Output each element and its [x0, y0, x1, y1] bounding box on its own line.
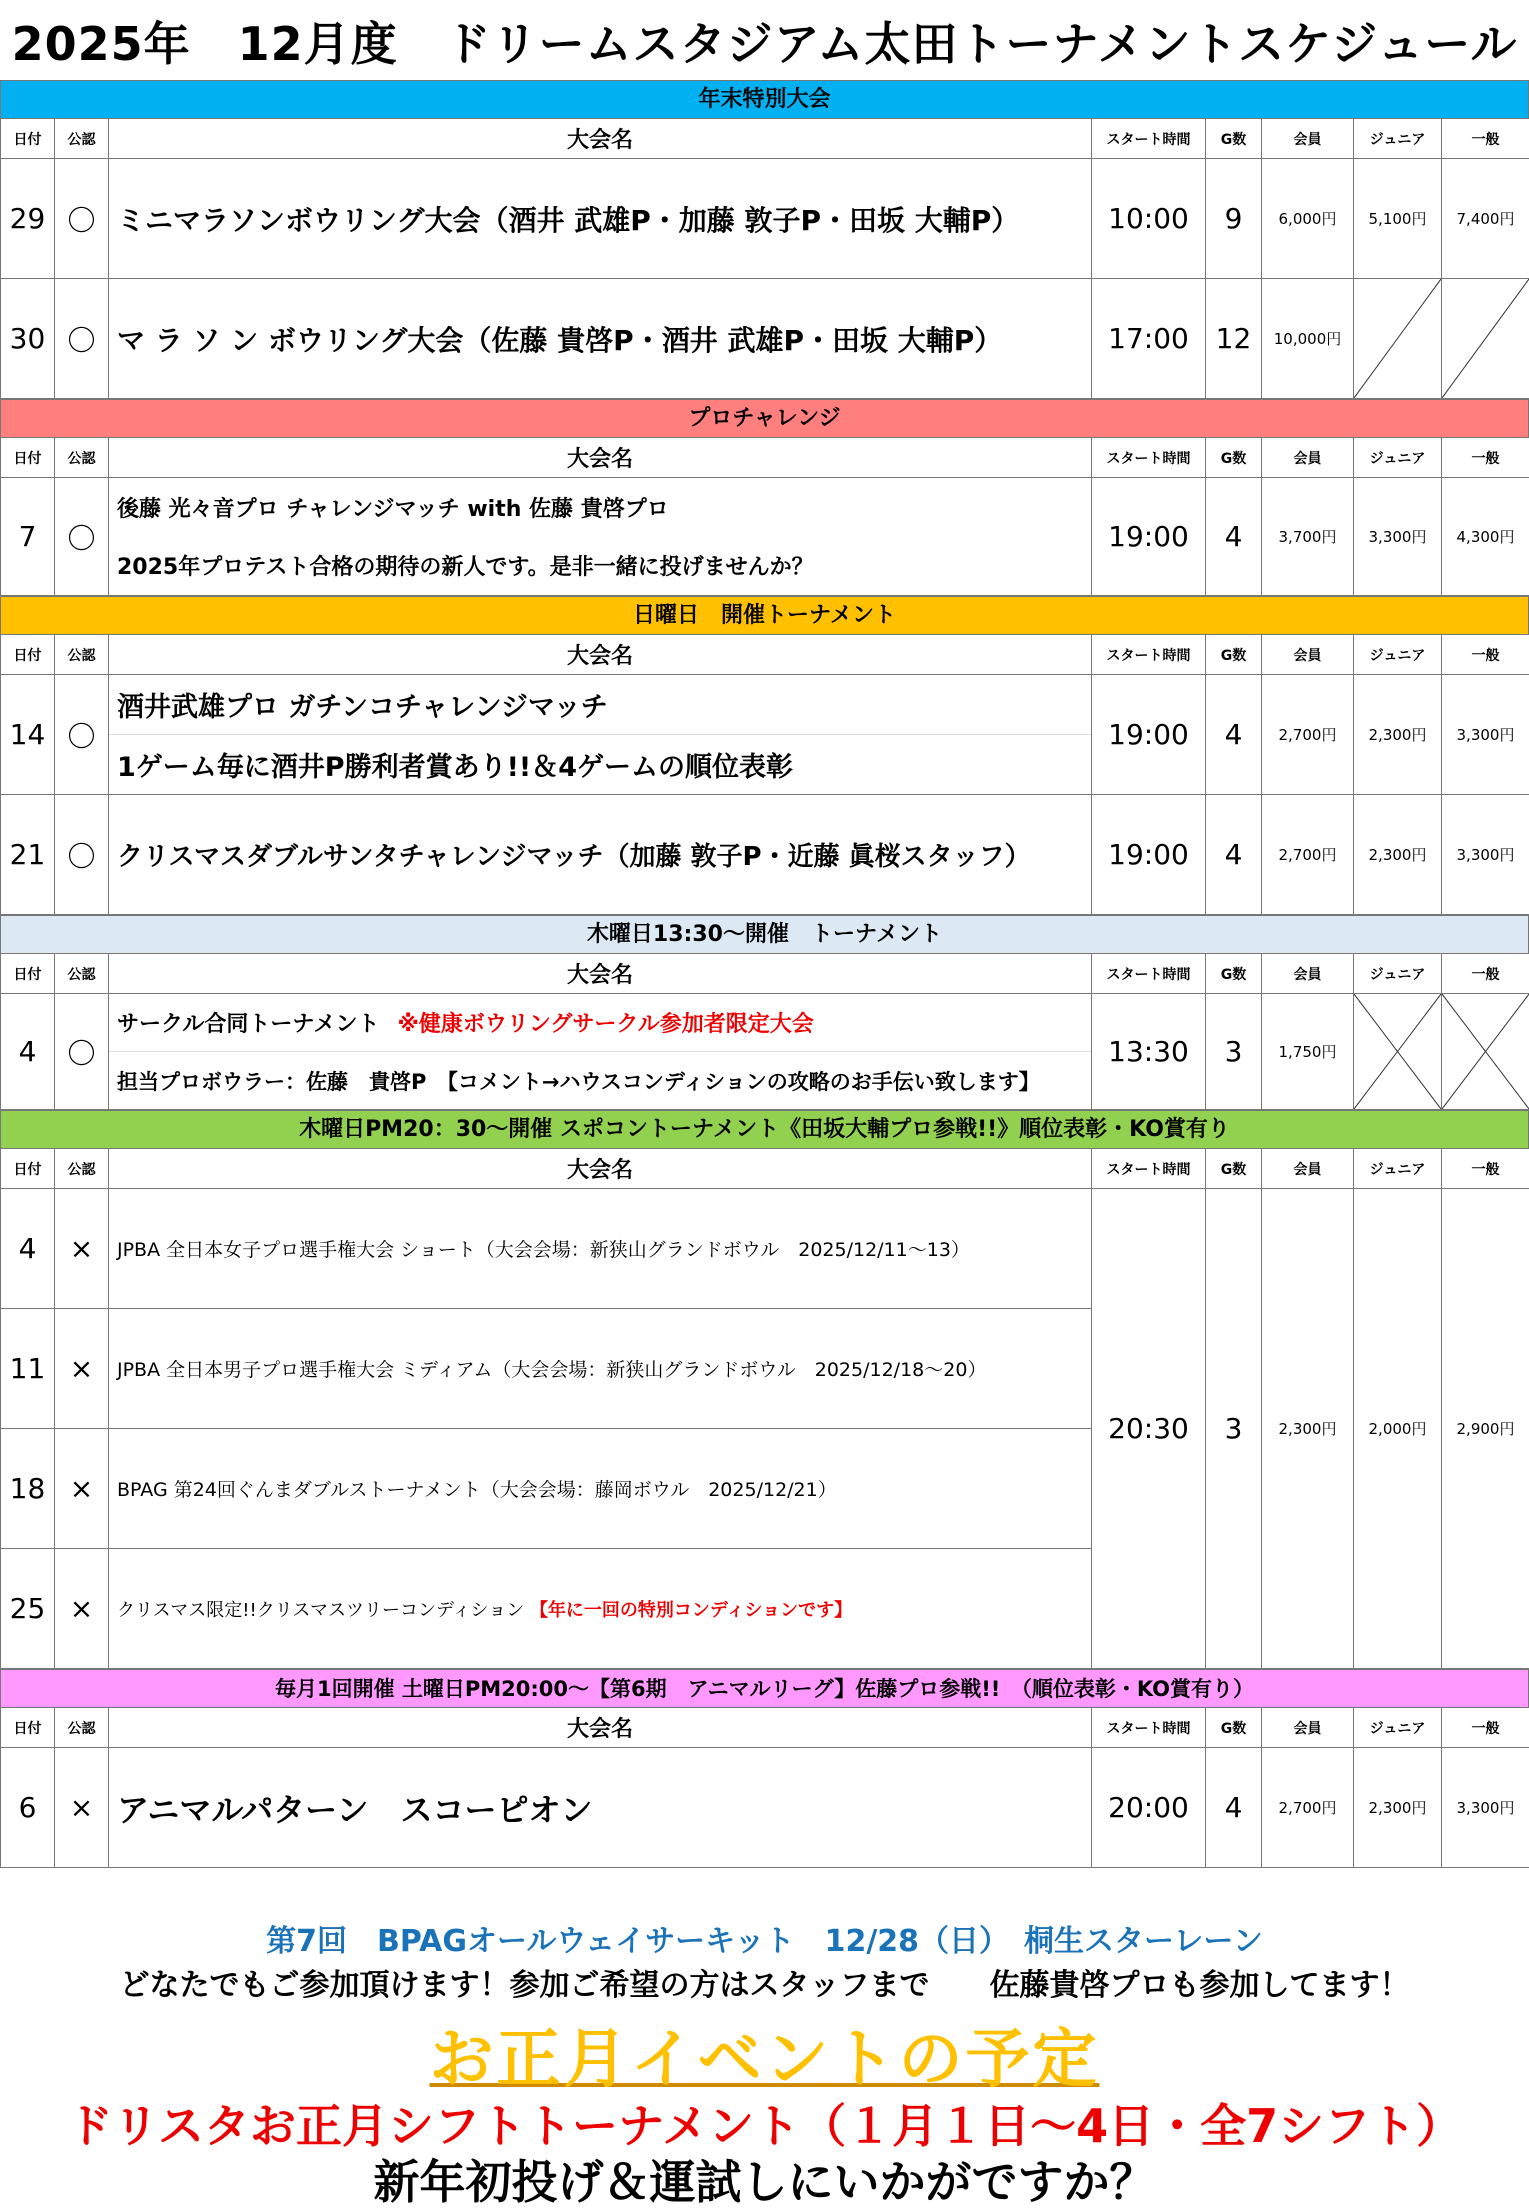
row-start: 20:00	[1092, 1748, 1206, 1868]
row-games: 3	[1206, 1189, 1262, 1669]
header-name: 大会名	[109, 438, 1092, 478]
table-row	[1, 1748, 1529, 1868]
header-start: スタート時間	[1092, 119, 1206, 159]
header-general: 一般	[1442, 1149, 1529, 1189]
row-start: 19:00	[1092, 675, 1206, 795]
row-start: 17:00	[1092, 279, 1206, 399]
header-name: 大会名	[109, 954, 1092, 994]
header-games: G数	[1206, 954, 1262, 994]
header-member: 会員	[1262, 438, 1354, 478]
row-ko: ×	[55, 1549, 109, 1669]
row-member: 2,300円	[1262, 1189, 1354, 1669]
header-junior: ジュニア	[1354, 438, 1442, 478]
section-band-monthly: 毎月1回開催 土曜日PM20:00～【第6期 アニマルリーグ】佐藤プロ参戦!! （順位表彰・KO賞有り）	[0, 1669, 1529, 1707]
header-ko: 公認	[55, 1708, 109, 1748]
page-title: 2025年 12月度 ドリームスタジアム太田トーナメントスケジュール	[0, 8, 1529, 80]
row-name-line1	[109, 994, 1091, 1051]
row-ko: 〇	[55, 675, 109, 795]
row-junior: 2,300円	[1354, 795, 1442, 915]
row-start: 19:00	[1092, 478, 1206, 596]
row-junior: 2,000円	[1354, 1189, 1442, 1669]
row-general: 3,300円	[1442, 675, 1529, 795]
row-games: 12	[1206, 279, 1262, 399]
row-member: 2,700円	[1262, 795, 1354, 915]
row-ko: 〇	[55, 795, 109, 915]
row-date: 6	[1, 1748, 55, 1868]
header-date: 日付	[1, 119, 55, 159]
row-member: 1,750円	[1262, 994, 1354, 1110]
header-general: 一般	[1442, 1708, 1529, 1748]
row-general: 7,400円	[1442, 159, 1529, 279]
row-games: 4	[1206, 1748, 1262, 1868]
row-name-text: クリスマス限定!!クリスマスツリーコンディション	[117, 1600, 524, 1621]
row-date: 30	[1, 279, 55, 399]
section-band-sunday: 日曜日 開催トーナメント	[0, 596, 1529, 634]
row-date: 14	[1, 675, 55, 795]
header-ko: 公認	[55, 438, 109, 478]
table-row	[1, 159, 1529, 279]
row-name: マ ラ ソ ン ボウリング大会（佐藤 貴啓P・酒井 武雄P・田坂 大輔P）	[109, 279, 1092, 399]
row-ko: 〇	[55, 279, 109, 399]
table-year-end	[0, 118, 1529, 399]
row-date: 7	[1, 478, 55, 596]
table-row	[1, 1189, 1529, 1309]
row-start: 19:00	[1092, 795, 1206, 915]
header-member: 会員	[1262, 954, 1354, 994]
row-games: 4	[1206, 795, 1262, 915]
schedule-sheet	[0, 80, 1529, 1868]
header-row	[1, 1708, 1529, 1748]
header-ko: 公認	[55, 635, 109, 675]
row-name-line2: 2025年プロテスト合格の期待の新人です。是非一緒に投げませんか？	[109, 537, 1091, 596]
row-date: 4	[1, 994, 55, 1110]
row-name	[109, 994, 1092, 1110]
footer-invite: どなたでもご参加頂けます！参加ご希望の方はスタッフまで 佐藤貴啓プロも参加してます！	[0, 1960, 1529, 2004]
table-thursday	[0, 953, 1529, 1110]
table-row	[1, 478, 1529, 596]
header-start: スタート時間	[1092, 1149, 1206, 1189]
row-ko: 〇	[55, 994, 109, 1110]
row-name: アニマルパターン スコーピオン	[109, 1748, 1092, 1868]
row-name: ミニマラソンボウリング大会（酒井 武雄P・加藤 敦子P・田坂 大輔P）	[109, 159, 1092, 279]
row-ko: 〇	[55, 478, 109, 596]
row-member: 10,000円	[1262, 279, 1354, 399]
row-name	[109, 478, 1092, 596]
header-name: 大会名	[109, 635, 1092, 675]
header-junior: ジュニア	[1354, 119, 1442, 159]
row-name: クリスマスダブルサンタチャレンジマッチ（加藤 敦子P・近藤 眞桜スタッフ）	[109, 795, 1092, 915]
row-name-line1-text: サークル合同トーナメント	[117, 1007, 379, 1038]
section-band-thursday-pm: 木曜日PM20：30～開催 スポコントーナメント《田坂大輔プロ参戦!!》順位表彰・KO賞有り	[0, 1110, 1529, 1148]
row-ko: ×	[55, 1189, 109, 1309]
header-date: 日付	[1, 635, 55, 675]
header-name: 大会名	[109, 1708, 1092, 1748]
row-start: 10:00	[1092, 159, 1206, 279]
empty-cell-slash	[1354, 279, 1442, 399]
table-row	[1, 675, 1529, 795]
row-start: 20:30	[1092, 1189, 1206, 1669]
row-name: JPBA 全日本女子プロ選手権大会 ショート（大会会場：新狭山グランドボウル 2025/12/11～13）	[109, 1189, 1092, 1309]
row-general: 3,300円	[1442, 795, 1529, 915]
row-member: 6,000円	[1262, 159, 1354, 279]
header-junior: ジュニア	[1354, 1149, 1442, 1189]
row-junior: 3,300円	[1354, 478, 1442, 596]
header-ko: 公認	[55, 1149, 109, 1189]
table-sunday	[0, 634, 1529, 915]
row-date: 25	[1, 1549, 55, 1669]
row-games: 9	[1206, 159, 1262, 279]
row-name-line1: 後藤 光々音プロ チャレンジマッチ with 佐藤 貴啓プロ	[109, 478, 1091, 537]
row-games: 4	[1206, 675, 1262, 795]
row-member: 2,700円	[1262, 675, 1354, 795]
row-junior: 2,300円	[1354, 675, 1442, 795]
header-ko: 公認	[55, 954, 109, 994]
header-games: G数	[1206, 1708, 1262, 1748]
header-junior: ジュニア	[1354, 954, 1442, 994]
row-junior: 5,100円	[1354, 159, 1442, 279]
header-junior: ジュニア	[1354, 1708, 1442, 1748]
section-band-thursday: 木曜日13:30～開催 トーナメント	[0, 915, 1529, 953]
row-date: 29	[1, 159, 55, 279]
header-date: 日付	[1, 1708, 55, 1748]
header-row	[1, 119, 1529, 159]
row-ko: ×	[55, 1309, 109, 1429]
header-start: スタート時間	[1092, 635, 1206, 675]
row-start: 13:30	[1092, 994, 1206, 1110]
empty-cell-cross	[1442, 994, 1529, 1110]
header-row	[1, 954, 1529, 994]
section-band-pro: プロチャレンジ	[0, 399, 1529, 437]
row-name	[109, 675, 1092, 795]
table-row	[1, 279, 1529, 399]
row-name-line1: 酒井武雄プロ ガチンコチャレンジマッチ	[109, 675, 1091, 734]
header-row	[1, 635, 1529, 675]
row-ko: ×	[55, 1429, 109, 1549]
row-name-line1-note: ※健康ボウリングサークル参加者限定大会	[397, 1007, 813, 1038]
footer-tagline: 新年初投げ＆運試しにいかがですか？	[0, 2146, 1529, 2212]
row-ko: ×	[55, 1748, 109, 1868]
footer-circuit-info: 第7回 BPAGオールウェイサーキット 12/28（日） 桐生スターレーン	[0, 1916, 1529, 1960]
footer-shift-tournament: ドリスタお正月シフトトーナメント（１月１日～4日・全7シフト）	[0, 2090, 1529, 2156]
header-games: G数	[1206, 119, 1262, 159]
row-name-line2: 担当プロボウラー：佐藤 貴啓P 【コメント→ハウスコンディションの攻略のお手伝い致します】	[109, 1051, 1091, 1109]
header-start: スタート時間	[1092, 438, 1206, 478]
header-general: 一般	[1442, 635, 1529, 675]
table-row	[1, 994, 1529, 1110]
table-monthly	[0, 1707, 1529, 1868]
header-date: 日付	[1, 438, 55, 478]
row-date: 21	[1, 795, 55, 915]
row-name	[109, 1549, 1092, 1669]
header-junior: ジュニア	[1354, 635, 1442, 675]
empty-cell-slash	[1442, 279, 1529, 399]
row-general: 2,900円	[1442, 1189, 1529, 1669]
row-name-note: 【年に一回の特別コンディションです】	[530, 1600, 852, 1621]
header-member: 会員	[1262, 1708, 1354, 1748]
header-games: G数	[1206, 438, 1262, 478]
header-games: G数	[1206, 635, 1262, 675]
section-band-year-end: 年末特別大会	[0, 80, 1529, 118]
row-member: 2,700円	[1262, 1748, 1354, 1868]
row-general: 3,300円	[1442, 1748, 1529, 1868]
header-start: スタート時間	[1092, 1708, 1206, 1748]
header-name: 大会名	[109, 1149, 1092, 1189]
header-general: 一般	[1442, 119, 1529, 159]
footer-newyear-heading: お正月イベントの予定	[0, 2008, 1529, 2100]
row-general: 4,300円	[1442, 478, 1529, 596]
row-name-line2: 1ゲーム毎に酒井P勝利者賞あり!!＆4ゲームの順位表彰	[109, 734, 1091, 794]
header-games: G数	[1206, 1149, 1262, 1189]
empty-cell-cross	[1354, 994, 1442, 1110]
row-member: 3,700円	[1262, 478, 1354, 596]
header-date: 日付	[1, 954, 55, 994]
header-ko: 公認	[55, 119, 109, 159]
row-name: BPAG 第24回ぐんまダブルストーナメント（大会会場：藤岡ボウル 2025/12/21）	[109, 1429, 1092, 1549]
header-date: 日付	[1, 1149, 55, 1189]
table-pro	[0, 437, 1529, 596]
table-row	[1, 795, 1529, 915]
row-ko: 〇	[55, 159, 109, 279]
row-junior: 2,300円	[1354, 1748, 1442, 1868]
row-date: 18	[1, 1429, 55, 1549]
header-start: スタート時間	[1092, 954, 1206, 994]
row-date: 11	[1, 1309, 55, 1429]
row-games: 4	[1206, 478, 1262, 596]
row-games: 3	[1206, 994, 1262, 1110]
header-row	[1, 438, 1529, 478]
header-general: 一般	[1442, 438, 1529, 478]
header-name: 大会名	[109, 119, 1092, 159]
header-member: 会員	[1262, 1149, 1354, 1189]
row-name: JPBA 全日本男子プロ選手権大会 ミディアム（大会会場：新狭山グランドボウル 2025/12/18～20）	[109, 1309, 1092, 1429]
header-member: 会員	[1262, 119, 1354, 159]
header-row	[1, 1149, 1529, 1189]
header-member: 会員	[1262, 635, 1354, 675]
row-date: 4	[1, 1189, 55, 1309]
table-thursday-pm	[0, 1148, 1529, 1669]
header-general: 一般	[1442, 954, 1529, 994]
